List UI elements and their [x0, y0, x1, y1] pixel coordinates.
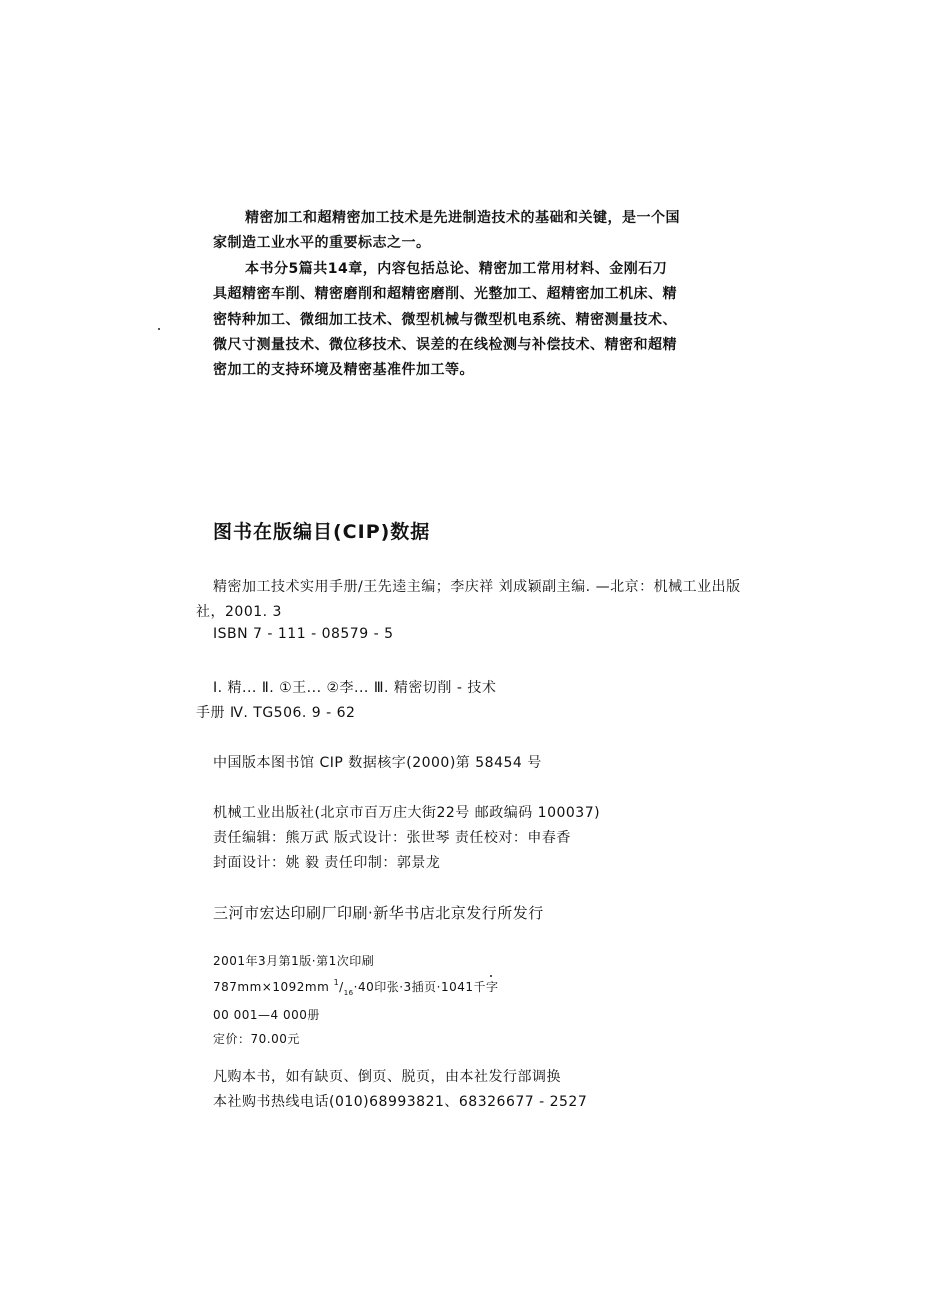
- spec-edition: 2001年3月第1版·第1次印刷: [213, 954, 375, 968]
- cip-subject-line2: 手册 Ⅳ. TG506. 9 - 62: [196, 705, 356, 721]
- spec-copies: 00 001—4 000册: [213, 1008, 320, 1022]
- scan-speck: [158, 328, 160, 330]
- cip-record-line1: 精密加工技术实用手册/王先逵主编；李庆祥 刘成颖副主编. —北京：机械工业出版: [213, 579, 741, 595]
- publisher-design: 封面设计：姚 毅 责任印制：郭景龙: [213, 855, 441, 871]
- publisher-address: 机械工业出版社(北京市百万庄大街22号 邮政编码 100037): [213, 805, 601, 821]
- spec-format-den: 16: [343, 989, 354, 997]
- spec-format-prefix: 787mm×1092mm: [213, 980, 334, 994]
- notice-exchange: 凡购本书，如有缺页、倒页、脱页，由本社发行部调换: [213, 1069, 561, 1085]
- summary-p1-line2: 家制造工业水平的重要标志之一。: [213, 235, 431, 251]
- cip-isbn: ISBN 7 - 111 - 08579 - 5: [213, 626, 394, 642]
- summary-p2-line5: 密加工的支持环境及精密基准件加工等。: [213, 362, 474, 378]
- cip-verification: 中国版本图书馆 CIP 数据核字(2000)第 58454 号: [213, 755, 542, 771]
- spec-format: [213, 978, 499, 995]
- spec-format-suffix: ·40印张·3插页·1041千字: [353, 980, 499, 994]
- cip-heading: 图书在版编目(CIP)数据: [213, 521, 431, 543]
- summary-p1-line1: 精密加工和超精密加工技术是先进制造技术的基础和关键，是一个国: [245, 210, 680, 226]
- summary-p2-line1: 本书分5篇共14章，内容包括总论、精密加工常用材料、金刚石刀: [245, 261, 668, 277]
- summary-p2-line2: 具超精密车削、精密磨削和超精密磨削、光整加工、超精密加工机床、精: [213, 286, 677, 302]
- cip-subject-line1: Ⅰ. 精... Ⅱ. ①王... ②李... Ⅲ. 精密切削 - 技术: [213, 680, 497, 696]
- notice-hotline: 本社购书热线电话(010)68993821、68326677 - 2527: [213, 1094, 588, 1110]
- spec-price: 定价：70.00元: [213, 1032, 300, 1046]
- spec-format-num: 1: [333, 978, 340, 987]
- cip-record-line2: 社，2001. 3: [196, 604, 282, 620]
- publisher-editors: 责任编辑：熊万武 版式设计：张世琴 责任校对：申春香: [213, 830, 571, 846]
- summary-p2-line4: 微尺寸测量技术、微位移技术、误差的在线检测与补偿技术、精密和超精: [213, 337, 677, 353]
- scan-speck: [490, 975, 492, 977]
- spec-format-slash: /: [339, 980, 344, 994]
- printer-line: 三河市宏达印刷厂印刷·新华书店北京发行所发行: [213, 904, 544, 922]
- summary-p2-line3: 密特种加工、微细加工技术、微型机械与微型机电系统、精密测量技术、: [213, 312, 677, 328]
